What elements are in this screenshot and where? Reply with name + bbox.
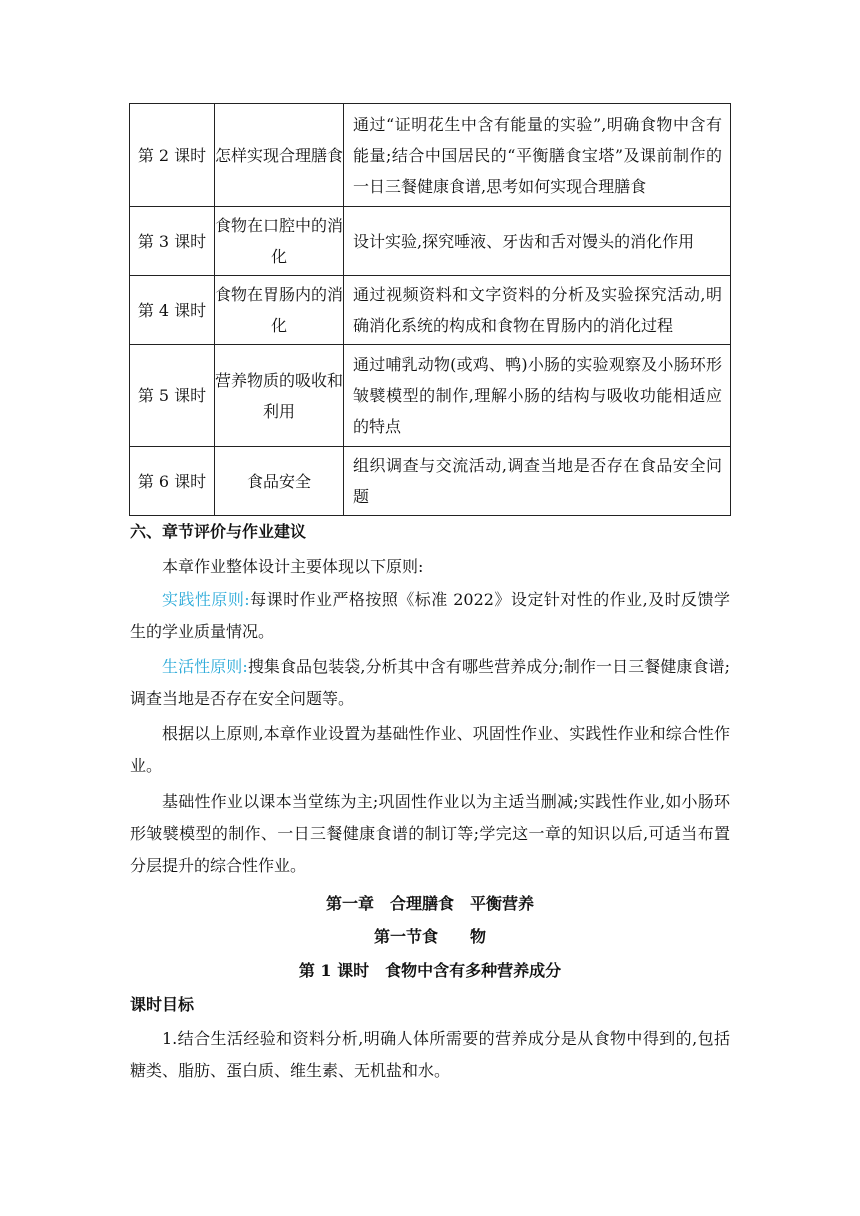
lesson-hour-cell: 第 5 课时 bbox=[130, 345, 215, 447]
lesson-description-cell: 通过视频资料和文字资料的分析及实验探究活动,明确消化系统的构成和食物在胃肠内的消化过程 bbox=[344, 276, 731, 345]
objective-item-1: 1.结合生活经验和资料分析,明确人体所需要的营养成分是从食物中得到的,包括糖类、脂肪、蛋白质、维生素、无机盐和水。 bbox=[130, 1029, 730, 1080]
section-title: 第一节食 物 bbox=[373, 927, 486, 946]
lesson-hour-cell: 第 3 课时 bbox=[130, 207, 215, 276]
life-principle-paragraph bbox=[130, 651, 730, 715]
lesson-description-cell: 设计实验,探究唾液、牙齿和舌对馒头的消化作用 bbox=[344, 207, 731, 276]
practice-principle-text: 每课时作业严格按照《标准 2022》设定针对性的作业,及时反馈学生的学业质量情况。 bbox=[130, 590, 730, 641]
table-row bbox=[130, 345, 731, 447]
objectives-heading: 课时目标 bbox=[130, 995, 195, 1014]
lesson-topic-cell: 食物在口腔中的消化 bbox=[215, 207, 344, 276]
lesson-hour-cell: 第 4 课时 bbox=[130, 276, 215, 345]
lesson-plan-table bbox=[129, 103, 731, 516]
table-row bbox=[130, 207, 731, 276]
lesson-topic-cell: 怎样实现合理膳食 bbox=[215, 104, 344, 207]
table-row bbox=[130, 104, 731, 207]
lesson-description-cell: 通过“证明花生中含有能量的实验”,明确食物中含有能量;结合中国居民的“平衡膳食宝塔”及课前制作的一日三餐健康食谱,思考如何实现合理膳食 bbox=[344, 104, 731, 207]
intro-paragraph: 本章作业整体设计主要体现以下原则: bbox=[162, 557, 424, 576]
chapter-title: 第一章 合理膳食 平衡营养 bbox=[325, 894, 534, 913]
table-row bbox=[130, 276, 731, 345]
practice-principle-paragraph bbox=[130, 584, 730, 648]
lesson-description-cell: 组织调查与交流活动,调查当地是否存在食品安全问题 bbox=[344, 447, 731, 516]
lesson-title: 第 1 课时 食物中含有多种营养成分 bbox=[298, 961, 562, 980]
practice-principle-label: 实践性原则: bbox=[162, 590, 250, 609]
lesson-hour-cell: 第 2 课时 bbox=[130, 104, 215, 207]
table-row bbox=[130, 447, 731, 516]
lesson-topic-cell: 食物在胃肠内的消化 bbox=[215, 276, 344, 345]
homework-types-paragraph: 根据以上原则,本章作业设置为基础性作业、巩固性作业、实践性作业和综合性作业。 bbox=[130, 724, 730, 775]
section-heading: 六、章节评价与作业建议 bbox=[130, 522, 307, 541]
life-principle-text: 搜集食品包装袋,分析其中含有哪些营养成分;制作一日三餐健康食谱;调查当地是否存在安全问题等。 bbox=[130, 657, 730, 708]
lesson-topic-cell: 食品安全 bbox=[215, 447, 344, 516]
life-principle-label: 生活性原则: bbox=[162, 657, 248, 676]
homework-details-paragraph: 基础性作业以课本当堂练为主;巩固性作业以为主适当删减;实践性作业,如小肠环形皱襞模型的制作、一日三餐健康食谱的制订等;学完这一章的知识以后,可适当布置分层提升的综合性作业。 bbox=[130, 792, 730, 875]
lesson-description-cell: 通过哺乳动物(或鸡、鸭)小肠的实验观察及小肠环形皱襞模型的制作,理解小肠的结构与吸收功能相适应的特点 bbox=[344, 345, 731, 447]
lesson-topic-cell: 营养物质的吸收和利用 bbox=[215, 345, 344, 447]
lesson-hour-cell: 第 6 课时 bbox=[130, 447, 215, 516]
